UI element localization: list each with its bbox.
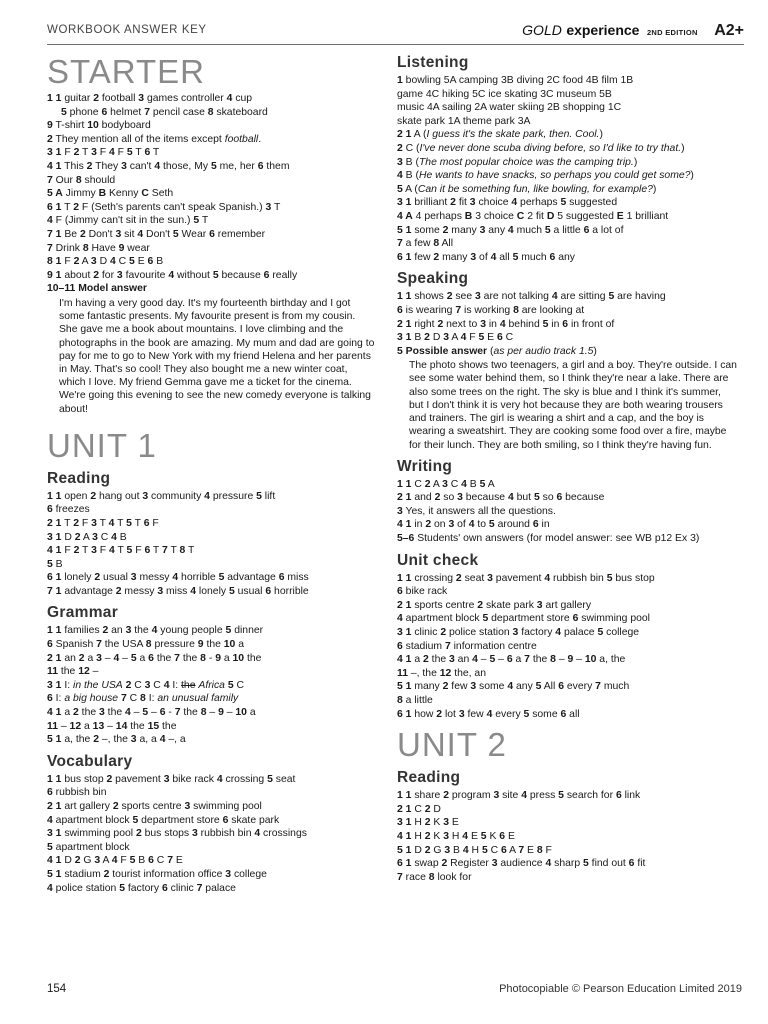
answer-line: music 4A sailing 2A water skiing 2B shopping 1C bbox=[397, 102, 622, 114]
answer-line: 3 1 I: in the USA 2 C 3 C 4 I: the Africa 5 C bbox=[47, 679, 245, 691]
answer-line: 5 A (Can it be something fun, like bowling, for example?) bbox=[397, 183, 657, 195]
answer-line: 6 1 T 2 F (Seth's parents can't speak Spanish.) 3 T bbox=[47, 201, 281, 213]
answer-line: 6 1 how 2 lot 3 few 4 every 5 some 6 all bbox=[397, 708, 580, 720]
answer-line: 7 Our 8 should bbox=[47, 174, 116, 186]
answer-line: 3 1 B 2 D 3 A 4 F 5 E 6 C bbox=[397, 332, 514, 344]
answer-line: 3 B (The most popular choice was the camping trip.) bbox=[397, 156, 638, 168]
answer-line: 6 Spanish 7 the USA 8 pressure 9 the 10 a bbox=[47, 639, 245, 651]
answer-line: 6 1 swap 2 Register 3 audience 4 sharp 5 find out 6 fit bbox=[397, 858, 646, 870]
answer-line: 1 1 crossing 2 seat 3 pavement 4 rubbish bin 5 bus stop bbox=[397, 572, 655, 584]
answer-line: 11 –, the 12 the, an bbox=[397, 667, 486, 679]
answer-line: 2 1 and 2 so 3 because 4 but 5 so 6 because bbox=[397, 492, 605, 504]
answer-line: 1 1 C 2 A 3 C 4 B 5 A bbox=[397, 478, 495, 490]
answer-line: 1 1 open 2 hang out 3 community 4 pressure 5 lift bbox=[47, 490, 276, 502]
answer-line: 8 1 F 2 A 3 D 4 C 5 E 6 B bbox=[47, 256, 164, 268]
answer-line: 3 1 F 2 T 3 F 4 F 5 T 6 T bbox=[47, 147, 160, 159]
answer-line: 2 1 an 2 a 3 – 4 – 5 a 6 the 7 the 8 - 9 a 10 the bbox=[47, 652, 262, 664]
answer-line: 5 apartment block bbox=[47, 841, 130, 853]
answer-line: 7 1 Be 2 Don't 3 sit 4 Don't 5 Wear 6 remember bbox=[47, 228, 266, 240]
answer-line: 6 I: a big house 7 C 8 I: an unusual family bbox=[47, 693, 239, 705]
answer-line: 5 1 stadium 2 tourist information office 3 college bbox=[47, 868, 267, 880]
answer-line: 6 is wearing 7 is working 8 are looking at bbox=[397, 304, 585, 316]
answer-line: 4 A 4 perhaps B 3 choice C 2 fit D 5 suggested E 1 brilliant bbox=[397, 210, 669, 222]
answer-line: 1 1 bus stop 2 pavement 3 bike rack 4 crossing 5 seat bbox=[47, 773, 296, 785]
answer-line: 6 freezes bbox=[47, 504, 90, 516]
answer-line: 4 police station 5 factory 6 clinic 7 palace bbox=[47, 882, 236, 894]
answer-line: 2 1 sports centre 2 skate park 3 art gallery bbox=[397, 599, 592, 611]
unit-heading-unit-1: UNIT 1 bbox=[47, 426, 157, 464]
answer-line: 1 1 share 2 program 3 site 4 press 5 search for 6 link bbox=[397, 790, 641, 802]
answer-line: 4 B (He wants to have snacks, so perhaps you could get some?) bbox=[397, 170, 694, 182]
answer-line: 5 A Jimmy B Kenny C Seth bbox=[47, 188, 174, 200]
answer-line: skate park 1A theme park 3A bbox=[397, 115, 531, 127]
answer-line: 2 1 A (I guess it's the skate park, then. Cool.) bbox=[397, 129, 603, 141]
answer-line: 1 1 shows 2 see 3 are not talking 4 are sitting 5 are having bbox=[397, 291, 666, 303]
answer-line: 3 1 D 2 A 3 C 4 B bbox=[47, 531, 127, 543]
answer-line: 3 Yes, it answers all the questions. bbox=[397, 505, 556, 517]
answer-line: 2 They mention all of the items except football. bbox=[47, 133, 262, 145]
answer-line: 1 1 families 2 an 3 the 4 young people 5 dinner bbox=[47, 625, 264, 637]
unit-heading-unit-2: UNIT 2 bbox=[397, 726, 507, 764]
answer-line: 10–11 Model answer bbox=[47, 283, 147, 295]
unit-heading-starter: STARTER bbox=[47, 53, 205, 90]
answer-line: 3 1 swimming pool 2 bus stops 3 rubbish bin 4 crossings bbox=[47, 828, 307, 840]
answer-line: 4 1 D 2 G 3 A 4 F 5 B 6 C 7 E bbox=[47, 855, 183, 867]
answer-line: 5 B bbox=[47, 558, 63, 570]
answer-line: 2 1 art gallery 2 sports centre 3 swimming pool bbox=[47, 801, 262, 813]
answer-line: game 4C hiking 5C ice skating 3C museum 5B bbox=[397, 88, 612, 100]
answer-line: 5 phone 6 helmet 7 pencil case 8 skateboard bbox=[61, 106, 268, 118]
model-answer-paragraph: The photo shows two teenagers, a girl and a boy. They're outside. I can see some water behind them, so I think they're near a lake. There are also some trees on the right. The sky is blue and I think it's summer, but I don't think it is very hot because they are both wearing trousers and trainers. The girl is wearing a shirt and a cap, and the boy is wearing a sweatshirt. They are cooking some food over a fire, maybe for their lunch. They are both smiling, so I think they're having fun. bbox=[409, 360, 737, 451]
answer-line: 3 1 H 2 K 3 E bbox=[397, 817, 459, 829]
answer-line: 2 1 C 2 D bbox=[397, 803, 441, 815]
brand-logo bbox=[522, 22, 744, 40]
section-heading-writing: Writing bbox=[397, 457, 453, 475]
page-header bbox=[47, 22, 744, 45]
answer-line: 6 rubbish bin bbox=[47, 787, 107, 799]
answer-line: 1 1 guitar 2 football 3 games controller 4 cup bbox=[47, 93, 253, 104]
section-heading-reading: Reading bbox=[397, 769, 461, 787]
answer-line: 3 1 brilliant 2 fit 3 choice 4 perhaps 5 suggested bbox=[397, 197, 618, 209]
answer-line: 4 1 F 2 T 3 F 4 T 5 F 6 T 7 T 8 T bbox=[47, 545, 195, 557]
section-heading-vocabulary: Vocabulary bbox=[47, 752, 133, 770]
answer-line: 8 a little bbox=[397, 695, 433, 707]
section-heading-unit-check: Unit check bbox=[397, 551, 479, 569]
answer-line: 4 apartment block 5 department store 6 swimming pool bbox=[397, 613, 650, 625]
brand-edition: 2ND EDITION bbox=[646, 28, 698, 37]
section-heading-listening: Listening bbox=[397, 54, 469, 71]
answer-line: 1 bowling 5A camping 3B diving 2C food 4B film 1B bbox=[397, 75, 634, 86]
answer-line: 5 1 some 2 many 3 any 4 much 5 a little 6 a lot of bbox=[397, 224, 624, 236]
answer-line: 5 1 a, the 2 –, the 3 a, a 4 –, a bbox=[47, 734, 186, 746]
answer-line: 5 1 many 2 few 3 some 4 any 5 All 6 every 7 much bbox=[397, 681, 630, 693]
answer-line: 6 1 few 2 many 3 of 4 all 5 much 6 any bbox=[397, 251, 575, 263]
answer-line: 4 1 This 2 They 3 can't 4 those, My 5 me, her 6 them bbox=[47, 160, 290, 172]
answer-line: 7 a few 8 All bbox=[397, 238, 454, 250]
left-column bbox=[47, 48, 375, 895]
answer-line: 11 – 12 a 13 – 14 the 15 the bbox=[47, 720, 177, 732]
answer-line: 9 T-shirt 10 bodyboard bbox=[47, 120, 151, 132]
answer-line: 2 1 right 2 next to 3 in 4 behind 5 in 6 in front of bbox=[397, 318, 615, 330]
answer-line: 4 1 in 2 on 3 of 4 to 5 around 6 in bbox=[397, 519, 550, 531]
answer-line: 5 1 D 2 G 3 B 4 H 5 C 6 A 7 E 8 F bbox=[397, 844, 552, 856]
section-heading-grammar: Grammar bbox=[47, 604, 119, 622]
answer-line: 6 stadium 7 information centre bbox=[397, 640, 537, 652]
answer-line: 3 1 clinic 2 police station 3 factory 4 palace 5 college bbox=[397, 627, 640, 639]
level-badge: A2+ bbox=[714, 22, 744, 39]
answer-line: 4 1 H 2 K 3 H 4 E 5 K 6 E bbox=[397, 830, 515, 842]
model-answer-paragraph: I'm having a very good day. It's my fourteenth birthday and I got some fantastic presents. My favourite present is from my cousin. She gave me a book about mountains. I love climbing and the photographs in the book are amazing. My mum and dad are going to pay for me to go to New York with my friend Helena and her parents in May. That's so cool! They also bought me a new winter coat, which I love. My friend Gemma gave me a ticket for the cinema. We're going this evening to see the new comedy everyone is talking about! bbox=[59, 297, 375, 415]
section-heading-speaking: Speaking bbox=[397, 270, 469, 288]
answer-line: 7 race 8 look for bbox=[397, 871, 472, 883]
answer-line: 4 1 a 2 the 3 the 4 – 5 – 6 - 7 the 8 – 9 – 10 a bbox=[47, 707, 256, 719]
brand-gold: GOLD bbox=[522, 22, 562, 38]
answer-line: 4 F (Jimmy can't sit in the sun.) 5 T bbox=[47, 215, 209, 227]
answer-line: 2 1 T 2 F 3 T 4 T 5 T 6 F bbox=[47, 517, 159, 529]
right-column bbox=[397, 48, 737, 884]
copyright-notice: Photocopiable © Pearson Education Limited 2019 bbox=[499, 983, 742, 995]
answer-line: 4 apartment block 5 department store 6 skate park bbox=[47, 814, 280, 826]
answer-line: 4 1 a 2 the 3 an 4 – 5 – 6 a 7 the 8 – 9 – 10 a, the bbox=[397, 654, 626, 666]
answer-line: 7 1 advantage 2 messy 3 miss 4 lonely 5 usual 6 horrible bbox=[47, 585, 309, 597]
answer-line: 11 the 12 – bbox=[47, 666, 99, 678]
section-heading-reading: Reading bbox=[47, 469, 111, 487]
brand-experience: experience bbox=[566, 22, 640, 38]
answer-line: 9 1 about 2 for 3 favourite 4 without 5 because 6 really bbox=[47, 269, 298, 281]
answer-line: 5 Possible answer (as per audio track 1.5) bbox=[397, 345, 597, 357]
page-number: 154 bbox=[47, 983, 67, 995]
header-title: WORKBOOK ANSWER KEY bbox=[47, 24, 207, 36]
answer-line: 6 1 lonely 2 usual 3 messy 4 horrible 5 advantage 6 miss bbox=[47, 572, 309, 584]
answer-line: 6 bike rack bbox=[397, 586, 448, 598]
answer-line: 5–6 Students' own answers (for model answer: see WB p12 Ex 3) bbox=[397, 533, 700, 545]
answer-line: 7 Drink 8 Have 9 wear bbox=[47, 242, 150, 254]
answer-line: 2 C (I've never done scuba diving before, so I'd like to try that.) bbox=[397, 142, 685, 154]
